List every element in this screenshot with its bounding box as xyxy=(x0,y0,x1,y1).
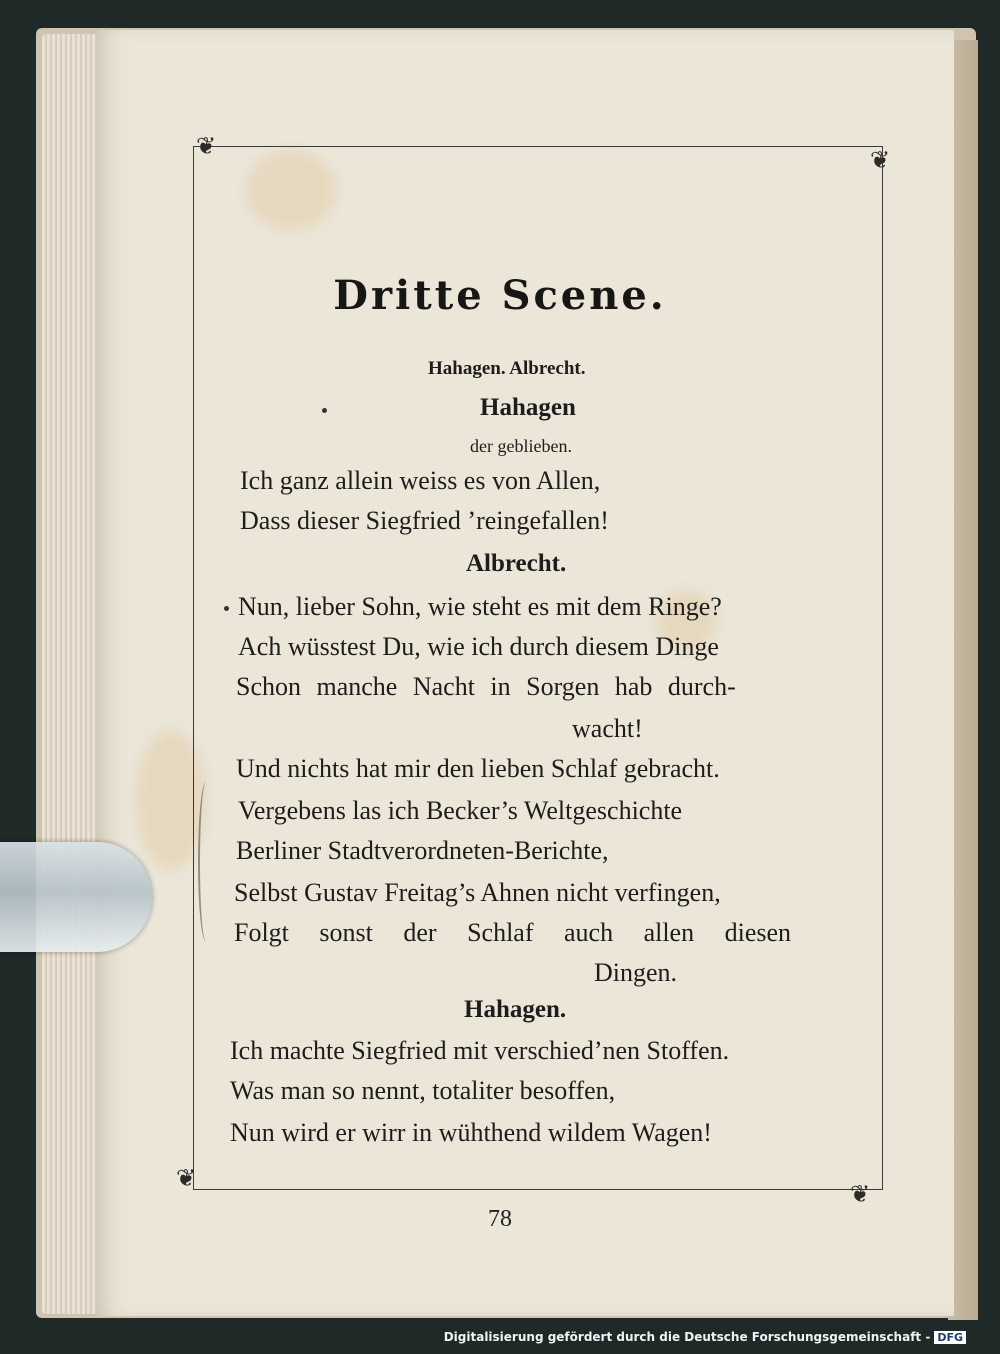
verse-line: Ich machte Siegfried mit verschied’nen Stoffen. xyxy=(230,1036,730,1065)
verse-line: Nun, lieber Sohn, wie steht es mit dem Ringe? xyxy=(238,592,722,621)
verse-line: Und nichts hat mir den lieben Schlaf gebracht. xyxy=(236,754,720,783)
ink-dot xyxy=(322,408,327,413)
dfg-logo: DFG xyxy=(934,1331,966,1344)
verse-line: Nun wird er wirr in wühthend wildem Wagen! xyxy=(230,1118,712,1147)
verse-line: Selbst Gustav Freitag’s Ahnen nicht verfingen, xyxy=(234,878,721,907)
footer-text: Digitalisierung gefördert durch die Deutsche Forschungsgemeinschaft - xyxy=(443,1330,931,1344)
footer-credit xyxy=(444,1330,966,1344)
verse-line: Ich ganz allein weiss es von Allen, xyxy=(240,466,601,495)
ink-dot xyxy=(224,606,229,611)
verse-line: Dass dieser Siegfried ’reingefallen! xyxy=(240,506,609,535)
stage-direction: der geblieben. xyxy=(470,436,572,456)
verse-line: wacht! xyxy=(572,714,643,743)
verse-line: Dingen. xyxy=(594,958,678,987)
verse-line: Schon manche Nacht in Sorgen hab durch- xyxy=(236,672,736,701)
fleuron-icon: ❦ xyxy=(195,132,217,160)
page-stack-edge xyxy=(42,34,102,1314)
verse-line: Vergebens las ich Becker’s Weltgeschichte xyxy=(238,796,683,825)
speaker-name: Albrecht. xyxy=(466,550,567,577)
verse-line: Berliner Stadtverordneten-Berichte, xyxy=(236,836,609,865)
verse-line: Ach wüsstest Du, wie ich durch diesem Dinge xyxy=(238,632,719,661)
pencil-margin-mark xyxy=(198,782,214,942)
verse-line: Was man so nennt, totaliter besoffen, xyxy=(230,1076,616,1105)
verse-line: Folgt sonst der Schlaf auch allen diesen xyxy=(234,918,792,947)
fleuron-icon: ❦ xyxy=(849,1180,871,1208)
scene-heading: Dritte Scene. xyxy=(333,272,667,319)
page-holder-clip xyxy=(0,842,152,952)
fleuron-icon: ❦ xyxy=(869,146,891,174)
speaker-name: Hahagen xyxy=(480,394,576,421)
page-number: 78 xyxy=(488,1206,512,1232)
speaker-name: Hahagen. xyxy=(464,996,567,1023)
fleuron-icon: ❦ xyxy=(175,1164,197,1192)
characters-line: Hahagen. Albrecht. xyxy=(428,358,586,379)
